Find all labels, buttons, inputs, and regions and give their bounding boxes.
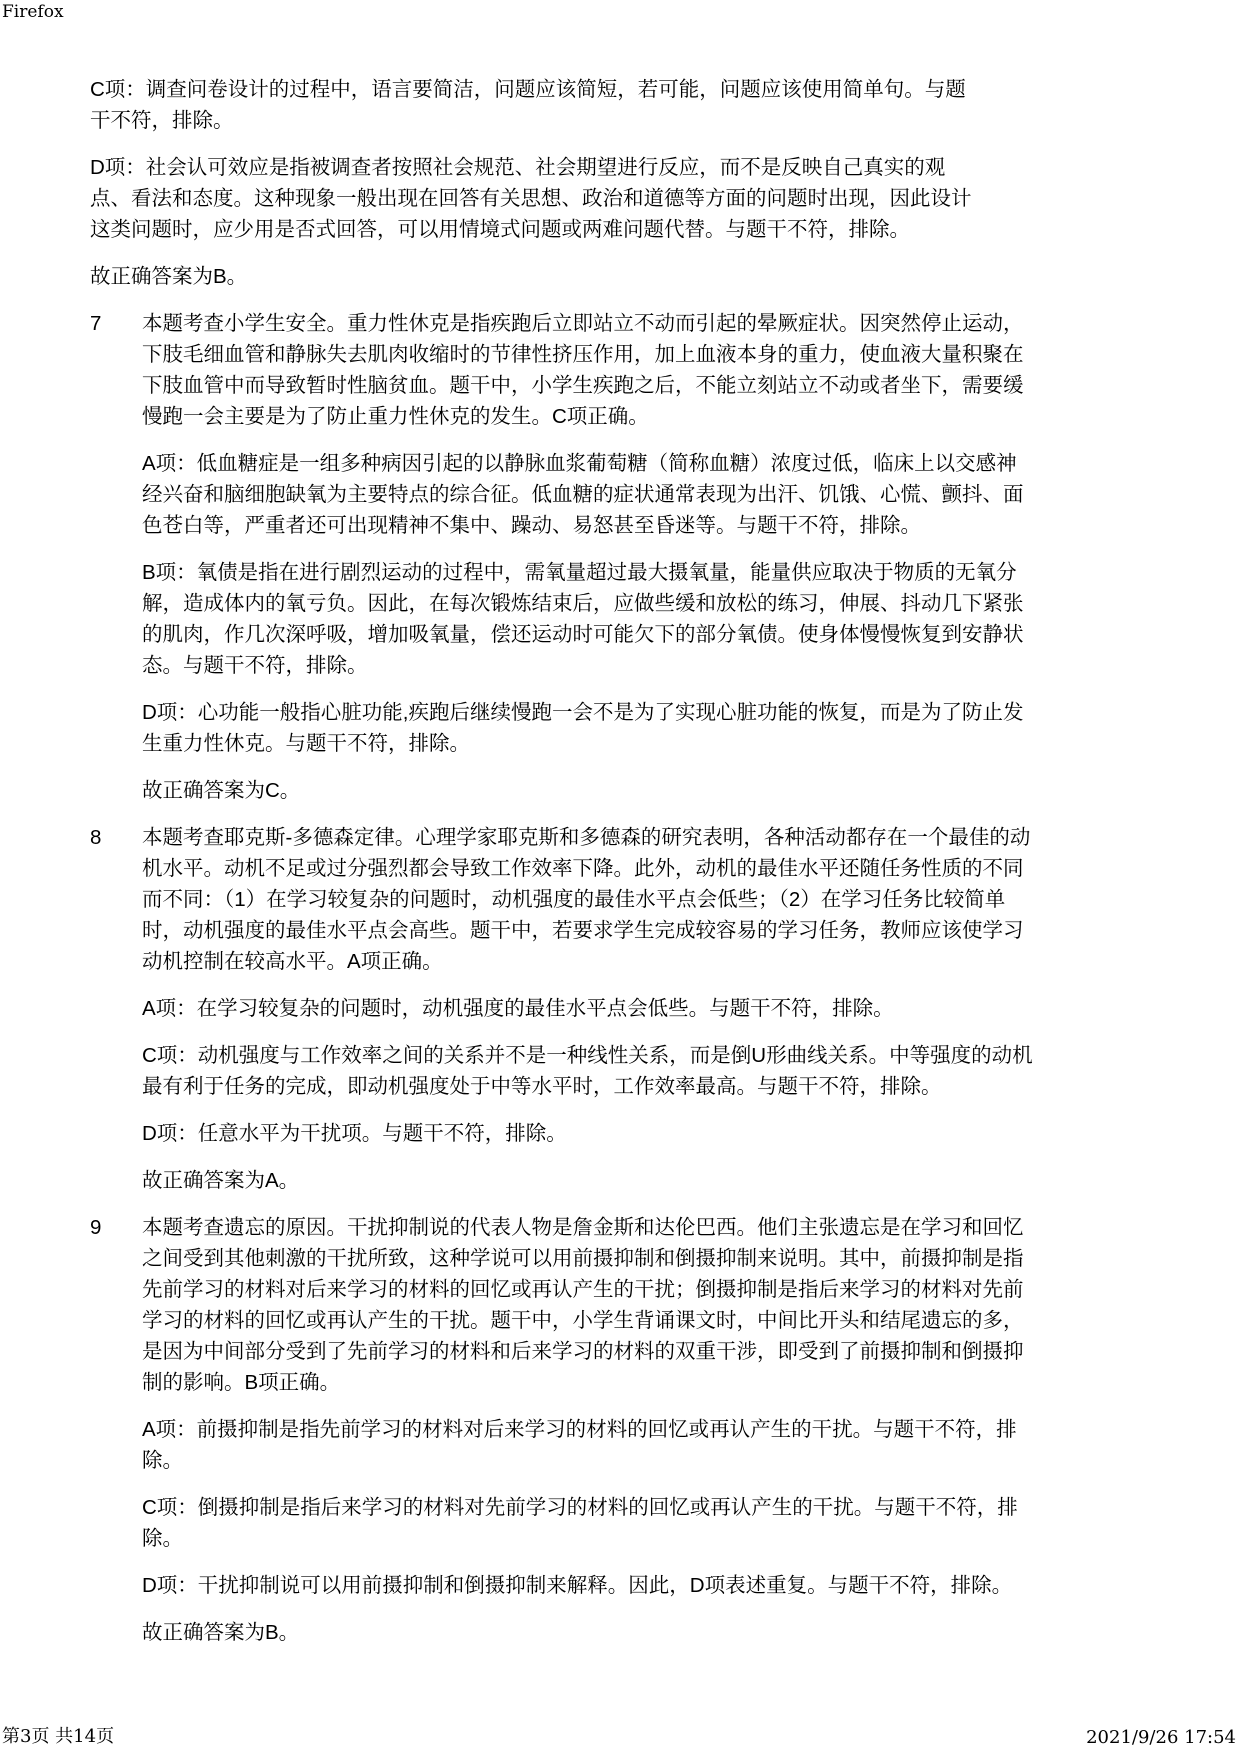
question-7-answer — [90, 775, 1150, 806]
question-7-analysis — [90, 308, 1150, 432]
question-8-analysis — [90, 822, 1150, 977]
text-line: A项：在学习较复杂的问题时，动机强度的最佳水平点会低些。与题干不符，排除。 — [142, 997, 894, 1020]
text-line: 之间受到其他刺激的干扰所致，这种学说可以用前摄抑制和倒摄抑制来说明。其中，前摄抑制是指 — [142, 1247, 1024, 1270]
question-7-option-d — [90, 697, 1150, 759]
question-8-option-a — [90, 993, 1150, 1024]
text-line: 本题考查小学生安全。重力性休克是指疾跑后立即站立不动而引起的晕厥症状。因突然停止运动， — [142, 312, 1024, 335]
option-c-explanation — [90, 74, 1150, 136]
answer-statement — [90, 261, 1150, 292]
text-line: D项：心功能一般指心脏功能,疾跑后继续慢跑一会不是为了实现心脏功能的恢复，而是为了防止发 — [142, 701, 1024, 724]
question-8-option-c — [90, 1040, 1150, 1102]
text-line: D项：任意水平为干扰项。与题干不符，排除。 — [142, 1122, 567, 1145]
text-line: 这类问题时，应少用是否式回答，可以用情境式问题或两难问题代替。与题干不符，排除。 — [90, 218, 910, 241]
text-line: C项：动机强度与工作效率之间的关系并不是一种线性关系，而是倒U形曲线关系。中等强度的动机 — [142, 1044, 1033, 1067]
text-line: 经兴奋和脑细胞缺氧为主要特点的综合征。低血糖的症状通常表现为出汗、饥饿、心慌、颤抖、面 — [142, 483, 1024, 506]
text-line: 是因为中间部分受到了先前学习的材料和后来学习的材料的双重干涉，即受到了前摄抑制和倒摄抑 — [142, 1340, 1024, 1363]
text-line: 干不符，排除。 — [90, 109, 234, 132]
text-line: 故正确答案为C。 — [142, 779, 301, 802]
text-line: C项：调查问卷设计的过程中，语言要简洁，问题应该简短，若可能，问题应该使用简单句。与题 — [90, 78, 966, 101]
question-8-answer — [90, 1165, 1150, 1196]
text-line: 的肌肉，作几次深呼吸，增加吸氧量，偿还运动时可能欠下的部分氧债。使身体慢慢恢复到安静状 — [142, 623, 1024, 646]
text-line: 慢跑一会主要是为了防止重力性休克的发生。C项正确。 — [142, 405, 649, 428]
text-line: 态。与题干不符，排除。 — [142, 654, 368, 677]
text-line: 点、看法和态度。这种现象一般出现在回答有关思想、政治和道德等方面的问题时出现，因此设计 — [90, 187, 972, 210]
print-timestamp: 2021/9/26 17:54 — [1086, 1727, 1236, 1748]
text-line: 先前学习的材料对后来学习的材料的回忆或再认产生的干扰；倒摄抑制是指后来学习的材料对先前 — [142, 1278, 1024, 1301]
text-line: 故正确答案为A。 — [142, 1169, 300, 1192]
question-9-option-d — [90, 1570, 1150, 1601]
text-line: A项：前摄抑制是指先前学习的材料对后来学习的材料的回忆或再认产生的干扰。与题干不符，排 — [142, 1418, 1017, 1441]
text-line: 除。 — [142, 1449, 183, 1472]
text-line: 解，造成体内的氧亏负。因此，在每次锻炼结束后，应做些缓和放松的练习，伸展、抖动几下紧张 — [142, 592, 1024, 615]
text-line: A项：低血糖症是一组多种病因引起的以静脉血浆葡萄糖（简称血糖）浓度过低，临床上以交感神 — [142, 452, 1017, 475]
question-9-answer — [90, 1617, 1150, 1648]
text-line: 而不同：（1）在学习较复杂的问题时，动机强度的最佳水平点会低些；（2）在学习任务比较简单 — [142, 888, 1006, 911]
question-number: 9 — [90, 1216, 102, 1239]
text-line: D项：干扰抑制说可以用前摄抑制和倒摄抑制来解释。因此，D项表述重复。与题干不符，排除。 — [142, 1574, 1013, 1597]
text-line: B项：氧债是指在进行剧烈运动的过程中，需氧量超过最大摄氧量，能量供应取决于物质的无氧分 — [142, 561, 1017, 584]
text-line: 生重力性休克。与题干不符，排除。 — [142, 732, 470, 755]
question-9-option-a — [90, 1414, 1150, 1476]
text-line: C项：倒摄抑制是指后来学习的材料对先前学习的材料的回忆或再认产生的干扰。与题干不符，排 — [142, 1496, 1018, 1519]
text-line: 除。 — [142, 1527, 183, 1550]
question-7-option-b — [90, 557, 1150, 681]
option-d-explanation — [90, 152, 1150, 245]
question-number: 8 — [90, 826, 102, 849]
text-line: 故正确答案为B。 — [90, 265, 248, 288]
text-line: 时，动机强度的最佳水平点会高些。题干中，若要求学生完成较容易的学习任务，教师应该使学习 — [142, 919, 1024, 942]
text-line: 本题考查遗忘的原因。干扰抑制说的代表人物是詹金斯和达伦巴西。他们主张遗忘是在学习和回忆 — [142, 1216, 1024, 1239]
text-line: 下肢毛细血管和静脉失去肌肉收缩时的节律性挤压作用，加上血液本身的重力，使血液大量积聚在 — [142, 343, 1024, 366]
question-9-option-c — [90, 1492, 1150, 1554]
text-line: 下肢血管中而导致暂时性脑贫血。题干中，小学生疾跑之后，不能立刻站立不动或者坐下，需要缓 — [142, 374, 1024, 397]
text-line: 色苍白等，严重者还可出现精神不集中、躁动、易怒甚至昏迷等。与题干不符，排除。 — [142, 514, 921, 537]
text-line: 动机控制在较高水平。A项正确。 — [142, 950, 443, 973]
question-9-analysis — [90, 1212, 1150, 1398]
text-line: 机水平。动机不足或过分强烈都会导致工作效率下降。此外，动机的最佳水平还随任务性质的不同 — [142, 857, 1024, 880]
question-8-option-d — [90, 1118, 1150, 1149]
question-number: 7 — [90, 312, 102, 335]
text-line: D项：社会认可效应是指被调查者按照社会规范、社会期望进行反应，而不是反映自己真实的观 — [90, 156, 946, 179]
text-line: 制的影响。B项正确。 — [142, 1371, 341, 1394]
text-line: 故正确答案为B。 — [142, 1621, 300, 1644]
text-line: 学习的材料的回忆或再认产生的干扰。题干中，小学生背诵课文时，中间比开头和结尾遗忘的多， — [142, 1309, 1024, 1332]
print-header-title: Firefox — [2, 2, 64, 22]
document-content — [90, 74, 1150, 1664]
text-line: 本题考查耶克斯-多德森定律。心理学家耶克斯和多德森的研究表明，各种活动都存在一个最佳的动 — [142, 826, 1031, 849]
question-7-option-a — [90, 448, 1150, 541]
text-line: 最有利于任务的完成，即动机强度处于中等水平时，工作效率最高。与题干不符，排除。 — [142, 1075, 942, 1098]
page-number-indicator: 第3页 共14页 — [2, 1726, 115, 1747]
